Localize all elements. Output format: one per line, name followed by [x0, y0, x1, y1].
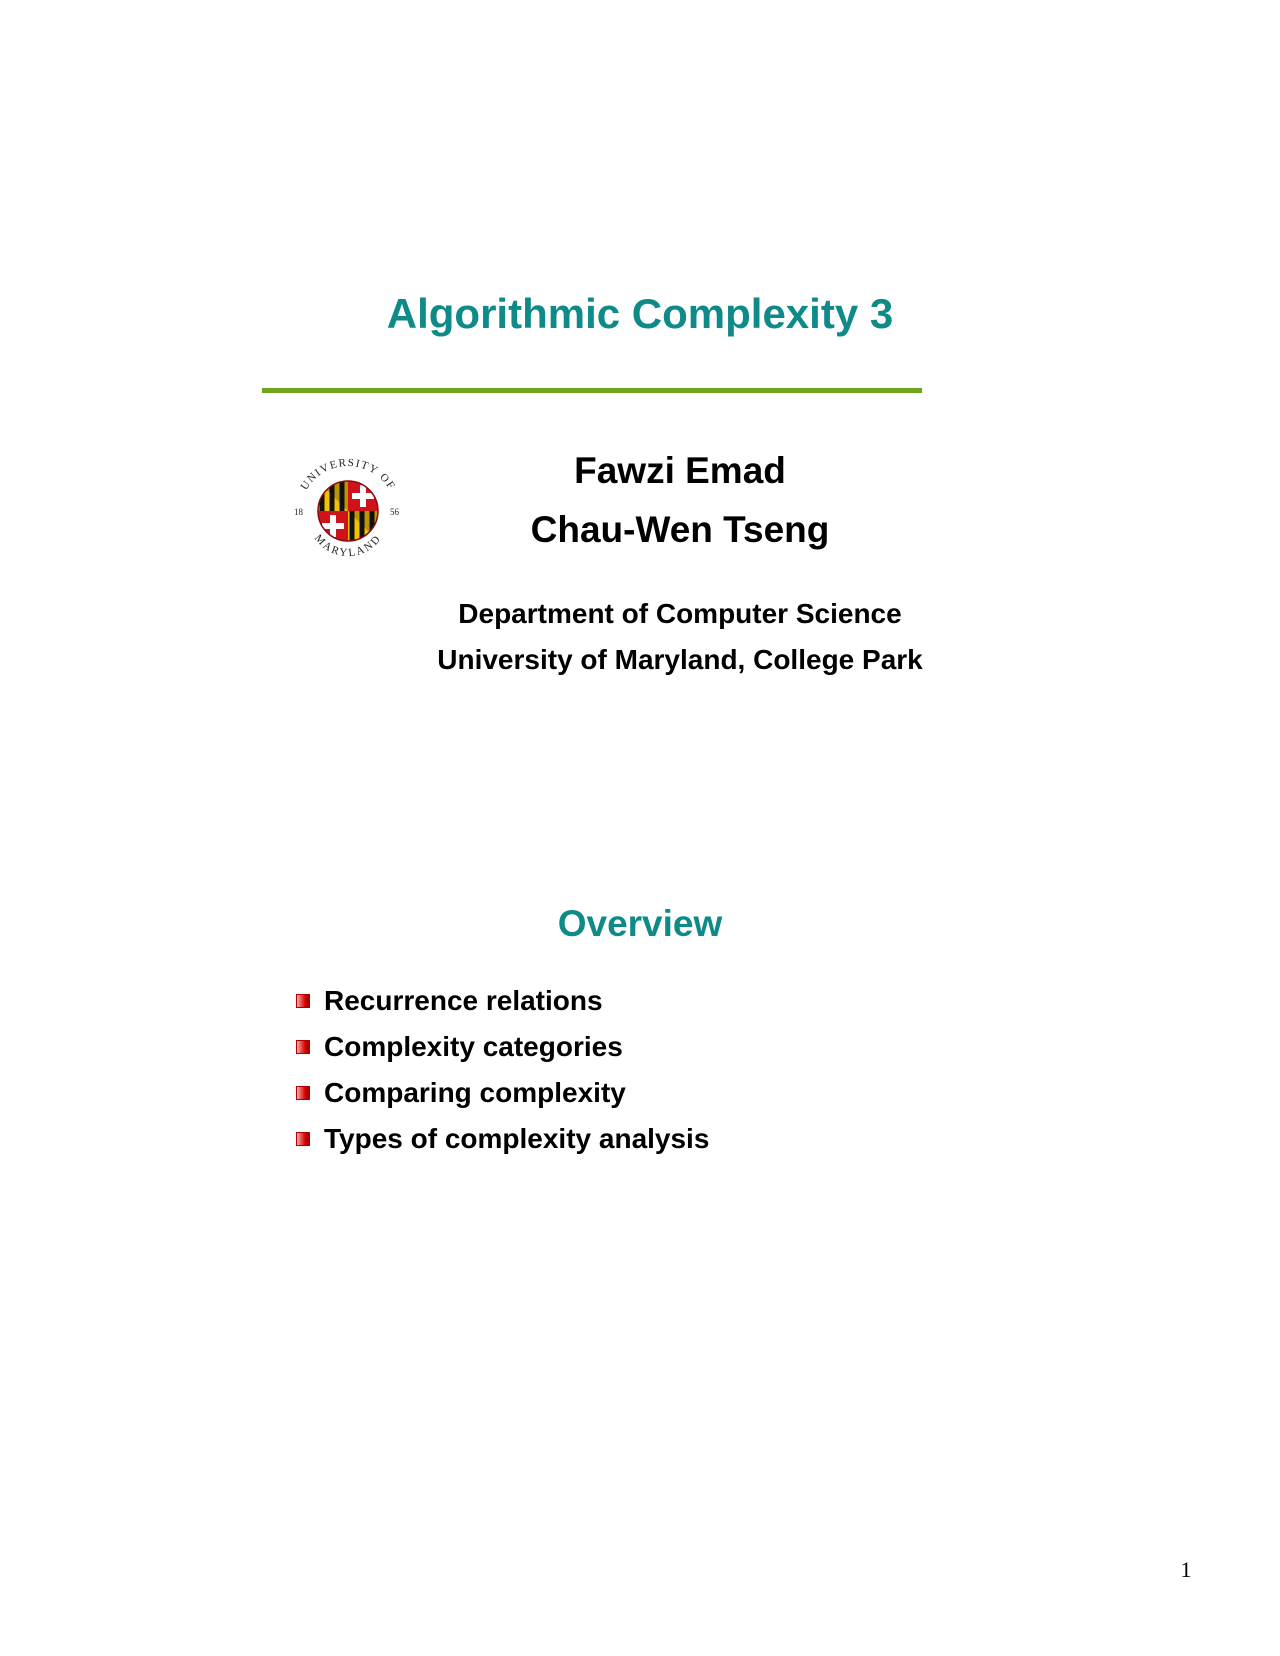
square-bullet-icon	[296, 994, 310, 1008]
list-item	[296, 1070, 709, 1116]
bullet-text: Comparing complexity	[324, 1077, 626, 1108]
list-item	[296, 1024, 709, 1070]
list-item	[296, 978, 709, 1024]
affiliation-department: Department of Computer Science	[458, 598, 902, 629]
bullet-text: Types of complexity analysis	[324, 1123, 710, 1154]
square-bullet-icon	[296, 1086, 310, 1100]
affiliation-university: University of Maryland, College Park	[437, 644, 923, 675]
page-number: 1	[1180, 1557, 1192, 1582]
author-name: Chau-Wen Tseng	[530, 509, 830, 550]
bullet-text: Recurrence relations	[324, 985, 603, 1016]
seal-year-right: 56	[390, 507, 399, 517]
slide-title: Algorithmic Complexity 3	[386, 290, 894, 337]
seal-arc-top: UNIVERSITY OF	[298, 456, 398, 493]
university-of-maryland-seal-icon	[286, 450, 410, 572]
square-bullet-icon	[296, 1132, 310, 1146]
overview-bullet-list	[296, 978, 709, 1162]
bullet-text: Complexity categories	[324, 1031, 623, 1062]
title-divider	[262, 388, 922, 393]
square-bullet-icon	[296, 1040, 310, 1054]
seal-arc-bottom: MARYLAND	[312, 532, 384, 560]
seal-year-left: 18	[294, 507, 303, 517]
overview-title: Overview	[557, 903, 723, 944]
author-name: Fawzi Emad	[574, 450, 786, 491]
list-item	[296, 1116, 709, 1162]
